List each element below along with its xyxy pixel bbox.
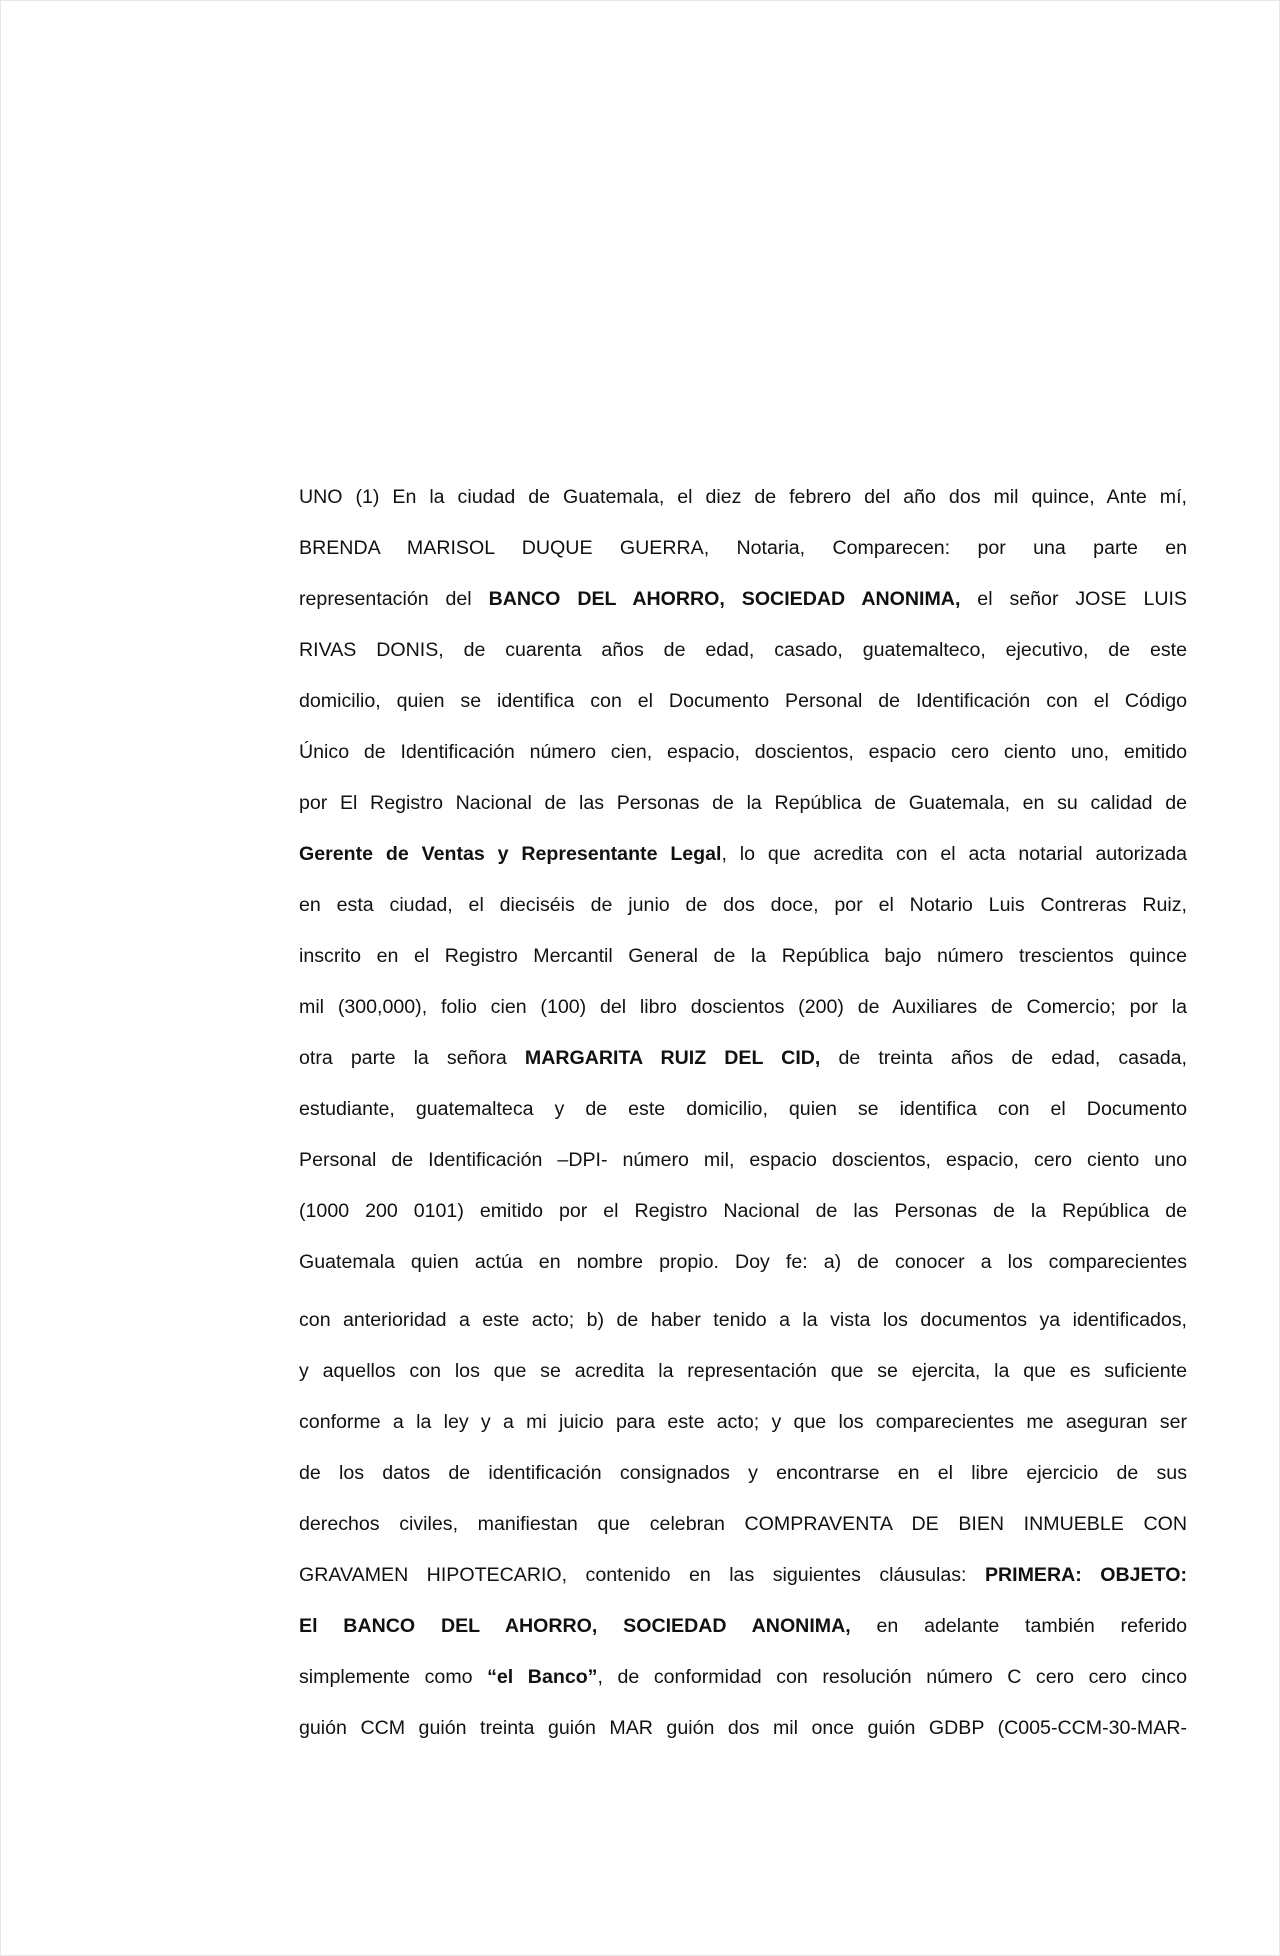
text-run: con anterioridad a este acto; b) de haber tenido a la vista los documentos ya identificados, xyxy=(299,1309,1187,1331)
text-line xyxy=(299,1302,1187,1353)
text-line xyxy=(299,1659,1187,1710)
text-run: Personal de Identificación –DPI- número mil, espacio doscientos, espacio, cero ciento uno xyxy=(299,1149,1187,1171)
bold-text-run: El BANCO DEL AHORRO, SOCIEDAD ANONIMA, xyxy=(299,1615,851,1637)
text-run: Guatemala quien actúa en nombre propio. Doy fe: a) de conocer a los comparecientes xyxy=(299,1251,1187,1273)
text-line xyxy=(299,1710,1187,1761)
text-run: representación del xyxy=(299,588,489,610)
text-line xyxy=(299,1244,1187,1302)
text-run: el señor JOSE LUIS xyxy=(960,588,1188,610)
text-run: otra parte la señora xyxy=(299,1047,525,1069)
text-line xyxy=(299,887,1187,938)
text-line xyxy=(299,1040,1187,1091)
text-run: y aquellos con los que se acredita la representación que se ejercita, la que es suficiente xyxy=(299,1360,1187,1382)
text-run: guión CCM guión treinta guión MAR guión dos mil once guión GDBP (C005-CCM-30-MAR- xyxy=(299,1717,1187,1739)
text-run: mil (300,000), folio cien (100) del libro doscientos (200) de Auxiliares de Comercio; por la xyxy=(299,996,1187,1018)
text-run: UNO (1) En la ciudad de Guatemala, el diez de febrero del año dos mil quince, Ante mí, xyxy=(299,486,1187,508)
bold-text-run: MARGARITA RUIZ DEL CID, xyxy=(524,1047,821,1069)
text-line xyxy=(299,1142,1187,1193)
text-line xyxy=(299,581,1187,632)
text-run: por El Registro Nacional de las Personas de la República de Guatemala, en su calidad de xyxy=(299,792,1187,814)
text-run: estudiante, guatemalteca y de este domicilio, quien se identifica con el Documento xyxy=(299,1098,1187,1120)
text-run: en esta ciudad, el dieciséis de junio de dos doce, por el Notario Luis Contreras Ruiz, xyxy=(299,894,1187,916)
text-run: en adelante también referido xyxy=(850,1615,1187,1637)
text-run: de los datos de identificación consignados y encontrarse en el libre ejercicio de sus xyxy=(299,1462,1187,1484)
text-line xyxy=(299,1091,1187,1142)
text-line xyxy=(299,734,1187,785)
text-run: RIVAS DONIS, de cuarenta años de edad, casado, guatemalteco, ejecutivo, de este xyxy=(299,639,1187,661)
text-line xyxy=(299,632,1187,683)
text-run: simplemente como xyxy=(299,1666,488,1688)
text-line xyxy=(299,989,1187,1040)
text-line xyxy=(299,1353,1187,1404)
text-run: de treinta años de edad, casada, xyxy=(820,1047,1188,1069)
text-line xyxy=(299,1404,1187,1455)
text-line xyxy=(299,1557,1187,1608)
text-run: , de conformidad con resolución número C cero cero cinco xyxy=(597,1666,1187,1688)
bold-text-run: PRIMERA: OBJETO: xyxy=(984,1564,1187,1586)
bold-text-run: “el Banco” xyxy=(487,1666,598,1688)
text-line xyxy=(299,836,1187,887)
bold-text-run: Gerente de Ventas y Representante Legal xyxy=(299,843,722,865)
text-line xyxy=(299,530,1187,581)
text-run: , lo que acredita con el acta notarial autorizada xyxy=(721,843,1187,865)
text-line xyxy=(299,479,1187,530)
bold-text-run: BANCO DEL AHORRO, SOCIEDAD ANONIMA, xyxy=(488,588,961,610)
notarial-deed-text xyxy=(299,479,1187,1761)
text-run: (1000 200 0101) emitido por el Registro Nacional de las Personas de la República de xyxy=(299,1200,1187,1222)
text-run: conforme a la ley y a mi juicio para este acto; y que los comparecientes me aseguran ser xyxy=(299,1411,1187,1433)
text-line xyxy=(299,1455,1187,1506)
text-line xyxy=(299,938,1187,989)
text-line xyxy=(299,1608,1187,1659)
text-run: Único de Identificación número cien, espacio, doscientos, espacio cero ciento uno, emitido xyxy=(299,741,1187,763)
text-run: GRAVAMEN HIPOTECARIO, contenido en las siguientes cláusulas: xyxy=(299,1564,985,1586)
text-line xyxy=(299,1193,1187,1244)
text-line xyxy=(299,683,1187,734)
text-run: derechos civiles, manifiestan que celebran COMPRAVENTA DE BIEN INMUEBLE CON xyxy=(299,1513,1187,1535)
text-run: domicilio, quien se identifica con el Documento Personal de Identificación con el Código xyxy=(299,690,1187,712)
text-line xyxy=(299,785,1187,836)
text-line xyxy=(299,1506,1187,1557)
text-run: inscrito en el Registro Mercantil General de la República bajo número trescientos quince xyxy=(299,945,1187,967)
text-run: BRENDA MARISOL DUQUE GUERRA, Notaria, Comparecen: por una parte en xyxy=(299,537,1187,559)
